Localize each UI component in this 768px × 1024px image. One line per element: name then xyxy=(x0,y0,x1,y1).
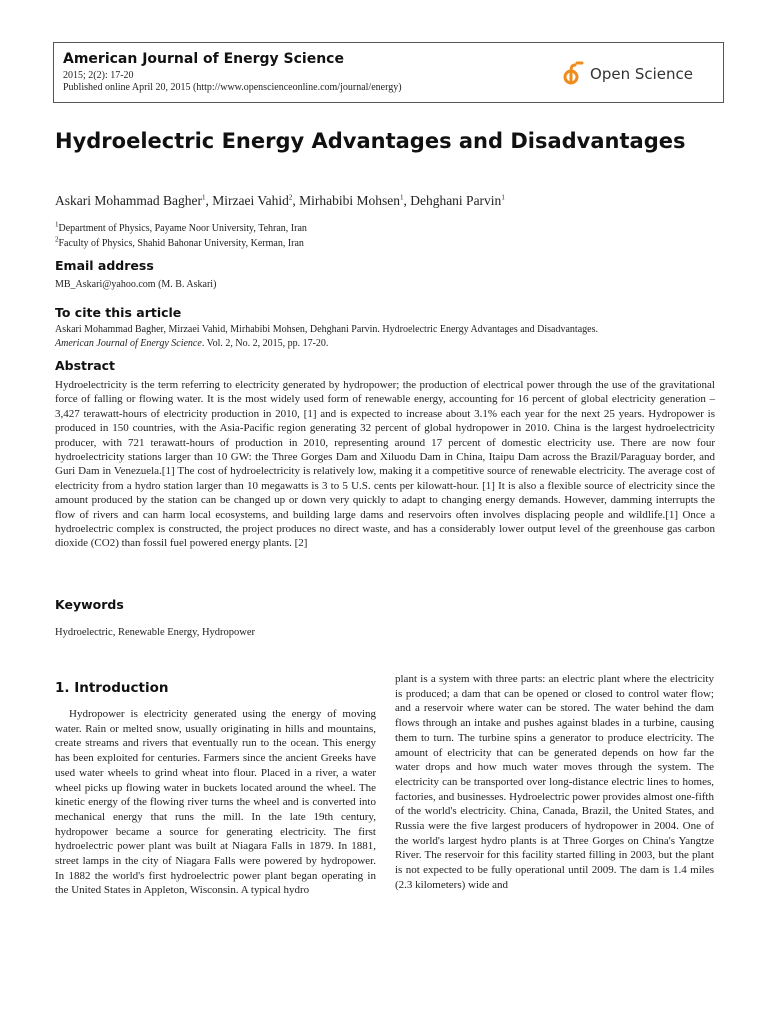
author-list: Askari Mohammad Bagher$^1$, Mirzaei Vahid$^2$, Mirhabibi Mohsen$^1$, Dehghani Parvin$^1$ xyxy=(55,193,505,208)
author-name: Askari Mohammad Bagher xyxy=(55,193,202,208)
author-name: Dehghani Parvin xyxy=(410,193,502,208)
journal-header xyxy=(53,42,724,103)
introduction-left-column: Hydropower is electricity generated using the energy of moving water. Rain or melted snow, usually originating in hills and mountains, create streams and rivers that eventually run to the ocean. This energy has been exploited for centuries. Farmers since the ancient Greeks have used water wheels to grind wheat into flour. Placed in a river, a water wheel picks up flowing water in buckets located around the wheel. The kinetic energy of the flowing river turns the wheel and is converted into mechanical energy that runs the mill. In the late 19th century, hydropower became a source for generating electricity. The first hydroelectric power plant was built at Niagara Falls in 1879. In 1881, street lamps in the city of Niagara Falls were powered by hydropower. In 1882 the world's first hydroelectric power plant began operating in the United States in Appleton, Wisconsin. A typical hydro xyxy=(55,708,376,897)
citation-line-2 xyxy=(55,337,328,351)
journal-title: American Journal of Energy Science xyxy=(63,51,344,67)
author-name: Mirzaei Vahid xyxy=(212,193,289,208)
affiliation-mark: 2 xyxy=(55,235,59,244)
abstract-text: Hydroelectricity is the term referring to electricity generated by hydropower; the production of electrical power through the use of the gravitational force of falling or flowing water. It is the most widely used form of renewable energy, accounting for 16 percent of global electricity generation – 3,427 terawatt-hours of electricity production in 2010, [1] and is expected to increase about 3.1% each year for the next 25 years. Hydropower is produced in 150 countries, with the Asia-Pacific region generating 32 percent of global hydropower in 2010. China is the largest hydroelectricity producer, with 721 terawatt-hours of production in 2010, representing around 17 percent of domestic electricity use. There are now four hydroelectricity stations larger than 10 GW: the Three Gorges Dam and Xiluodu Dam in China, Itaipu Dam across the Brazil/Paraguay border, and Guri Dam in Venezuela.[1] The cost of hydroelectricity is relatively low, making it a competitive source of renewable electricity. The average cost of electricity from a hydro station larger than 10 megawatts is 3 to 5 U.S. cents per kilowatt-hour. [1] It is also a flexible source of electricity since the amount produced by the station can be changed up or down very quickly to adapt to changing energy demands. However, damming interrupts the flow of rivers and can harm local ecosystems, and building large dams and reservoirs often involves displacing people and wildlife.[1] Once a hydroelectric complex is constructed, the project produces no direct waste, and has a considerably lower output level of the greenhouse gas carbon dioxide (CO2) than fossil fuel powered energy plants. [2] xyxy=(55,379,715,550)
author-affil-mark: 1 xyxy=(399,193,404,202)
journal-published: Published online April 20, 2015 (http://www.openscienceonline.com/journal/energy) xyxy=(63,82,402,93)
abstract-heading: Abstract xyxy=(55,358,116,373)
introduction-right-column: plant is a system with three parts: an electric plant where the electricity is produced; a dam that can be opened or closed to control water flow; and a reservoir where water can be stored. The water behind the dam flows through an intake and pushes against blades in a turbine, causing them to turn. The turbine spins a generator to produce electricity. The amount of electricity that can be generated depends on how far the water drops and how much water moves through the system. The electricity can be transported over long-distance electric lines to homes, factories, and businesses. Hydroelectric power provides almost one-fifth of the world's electricity. China, Canada, Brazil, the United States, and Russia were the five largest producers of hydropower in 2004. One of the world's largest hydro plants is at Three Gorges on China's Yangtze River. The reservoir for this facility started filling in 2003, but the plant is not expected to be fully operational until 2009. The dam is 1.4 miles (2.3 kilometers) wide and xyxy=(395,673,714,891)
citation-journal: American Journal of Energy Science xyxy=(55,338,202,349)
affiliation-mark: 1 xyxy=(55,220,59,229)
keywords-heading: Keywords xyxy=(55,597,124,612)
author-affil-mark: 2 xyxy=(288,193,293,202)
introduction-heading: 1. Introduction xyxy=(55,680,169,696)
email-heading: Email address xyxy=(55,258,154,273)
paper-title: Hydroelectric Energy Advantages and Disadvantages xyxy=(55,129,686,153)
open-science-logo-icon xyxy=(562,61,584,87)
journal-issue: 2015; 2(2): 17-20 xyxy=(63,70,134,81)
cite-heading: To cite this article xyxy=(55,305,182,320)
publisher-name: Open Science xyxy=(590,65,693,83)
author-affil-mark: 1 xyxy=(201,193,206,202)
author-name: Mirhabibi Mohsen xyxy=(299,193,400,208)
citation-volume: . Vol. 2, No. 2, 2015, pp. 17-20. xyxy=(201,338,329,349)
author-affil-mark: 1 xyxy=(501,193,505,202)
affiliation xyxy=(55,220,307,234)
keywords-text: Hydroelectric, Renewable Energy, Hydropower xyxy=(55,627,256,638)
citation-line-1: Askari Mohammad Bagher, Mirzaei Vahid, Mirhabibi Mohsen, Dehghani Parvin. Hydroelectric Energy Advantages and Disadvantages. xyxy=(55,324,598,335)
email-address[interactable]: MB_Askari@yahoo.com (M. B. Askari) xyxy=(55,279,217,290)
publisher-logo[interactable] xyxy=(562,61,693,87)
affiliation-text: Faculty of Physics, Shahid Bahonar University, Kerman, Iran xyxy=(58,238,304,249)
affiliation-text: Department of Physics, Payame Noor University, Tehran, Iran xyxy=(58,223,307,234)
affiliation xyxy=(55,235,304,249)
